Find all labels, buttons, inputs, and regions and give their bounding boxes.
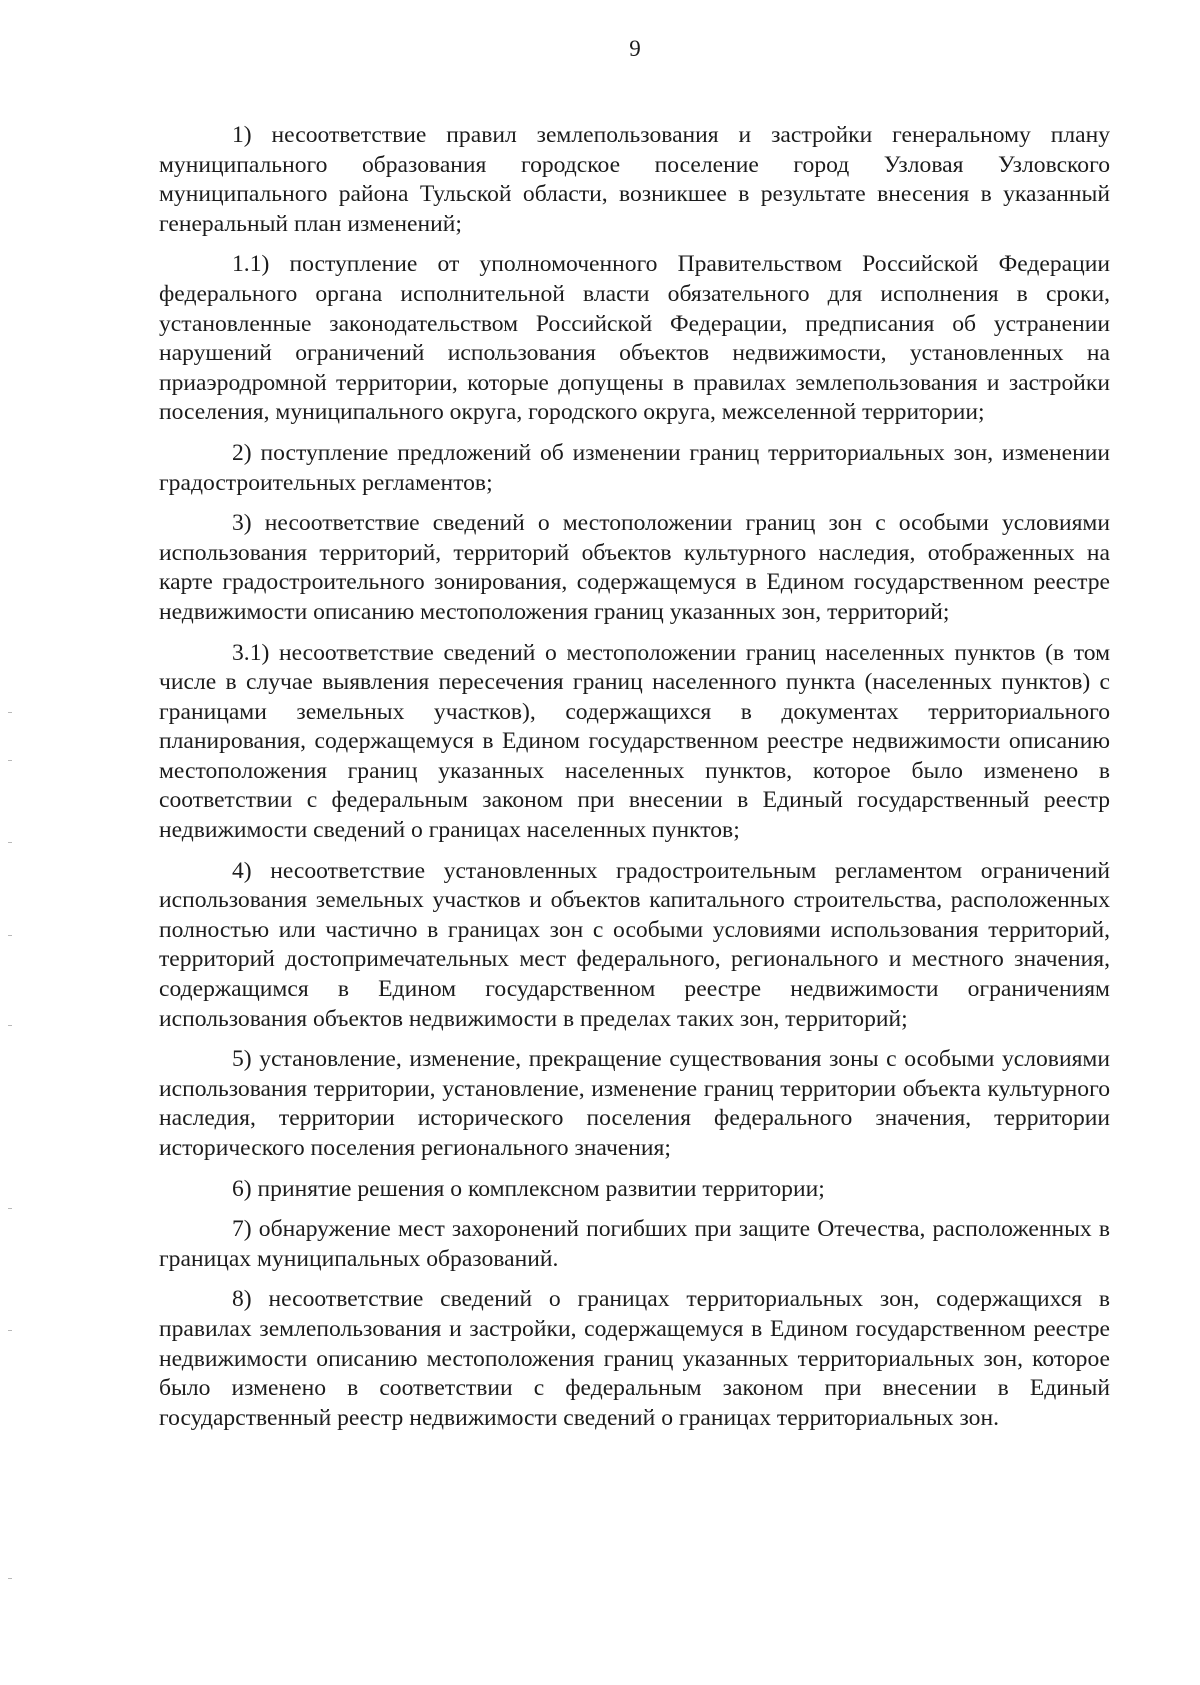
list-item-6: 6) принятие решения о комплексном развитии территории; <box>232 1175 825 1202</box>
list-item-7: 7) обнаружение мест захоронений погибших при защите Отечества, расположенных в границах муниципальных образований. <box>159 1216 1110 1272</box>
document-body <box>159 121 1110 1433</box>
scan-mark <box>8 1578 12 1579</box>
scan-mark <box>8 842 12 843</box>
list-item-1-1: 1.1) поступление от уполномоченного Правительством Российской Федерации федерального органа исполнительной власти обязательного для исполнения в сроки, установленные законодательством Российской Федерации, предписания об устранении нарушений ограничений использования объектов недвижимости, установленных на приаэродромной территории, которые допущены в правилах землепользования и застройки поселения, муниципального округа, городского округа, межселенной территории; <box>159 251 1110 426</box>
list-item-2: 2) поступление предложений об изменении границ территориальных зон, изменении градостроительных регламентов; <box>159 439 1110 496</box>
scan-mark <box>8 1025 12 1026</box>
list-item-5: 5) установление, изменение, прекращение существования зоны с особыми условиями использования территории, установление, изменение границ территории объекта культурного наследия, территории исторического поселения федерального значения, территории исторического поселения регионального значения; <box>159 1046 1110 1161</box>
scan-mark <box>8 935 12 936</box>
list-item-8: 8) несоответствие сведений о границах территориальных зон, содержащихся в правилах землепользования и застройки, содержащемуся в Едином государственном реестре недвижимости описанию местоположения границ указанных территориальных зон, которое было изменено в соответствии с федеральным законом при внесении в Единый государственный реестр недвижимости сведений о границах территориальных зон. <box>159 1286 1110 1431</box>
list-item-3: 3) несоответствие сведений о местоположении границ зон с особыми условиями использования территорий, территорий объектов культурного наследия, отображенных на карте градостроительного зонирования, содержащемуся в Едином государственном реестре недвижимости описанию местоположения границ указанных зон, территорий; <box>159 510 1110 625</box>
list-item-3-1: 3.1) несоответствие сведений о местоположении границ населенных пунктов (в том числе в случае выявления пересечения границ населенного пункта (населенных пунктов) с границами земельных участков), содержащихся в документах территориального планирования, содержащемуся в Едином государственном реестре недвижимости описанию местоположения границ указанных населенных пунктов, которое было изменено в соответствии с федеральным законом при внесении в Единый государственный реестр недвижимости сведений о границах населенных пунктов; <box>159 639 1110 844</box>
page-number: 9 <box>629 36 641 61</box>
scan-mark <box>8 760 12 761</box>
list-item-4: 4) несоответствие установленных градостроительным регламентом ограничений использования земельных участков и объектов капитального строительства, расположенных полностью или частично в границах зон с особыми условиями использования территорий, территорий достопримечательных мест федерального, регионального и местного значения, содержащимся в Едином государственном реестре недвижимости ограничениям использования объектов недвижимости в пределах таких зон, территорий; <box>159 857 1110 1032</box>
scan-mark <box>8 712 12 713</box>
scan-mark <box>8 1330 12 1331</box>
scan-margin-artifacts <box>0 0 20 1685</box>
list-item-1: 1) несоответствие правил землепользования и застройки генеральному плану муниципального образования городское поселение город Узловая Узловского муниципального района Тульской области, возникшее в результате внесения в указанный генеральный план изменений; <box>159 122 1110 237</box>
scan-mark <box>8 1208 12 1209</box>
